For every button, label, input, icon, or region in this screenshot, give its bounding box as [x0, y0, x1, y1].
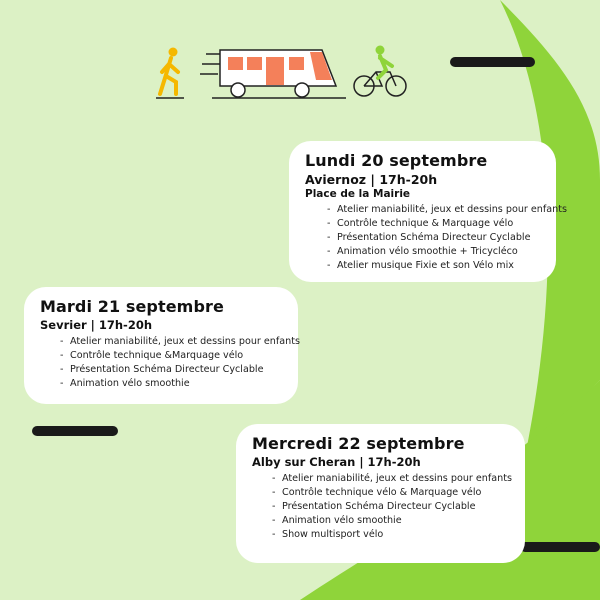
activity-list [252, 472, 512, 542]
activity-item: - Atelier maniabilité, jeux et dessins pour enfants [60, 336, 300, 347]
activity-item: - Contrôle technique & Marquage vélo [327, 218, 514, 229]
activity-item: - Animation vélo smoothie [272, 515, 402, 526]
decorative-dash-middle [32, 426, 118, 436]
event-day-title: Lundi 20 septembre [305, 151, 488, 170]
event-location-time: Sevrier | 17h-20h [40, 318, 153, 332]
activity-item: - Contrôle technique vélo & Marquage vélo [272, 487, 482, 498]
event-card-monday [289, 141, 567, 282]
activity-item: - Présentation Schéma Directeur Cyclable [272, 501, 476, 512]
activity-item: - Animation vélo smoothie [60, 378, 190, 389]
decorative-dash-bottom [520, 542, 600, 552]
event-card-wednesday [236, 424, 525, 563]
activity-item: - Atelier musique Fixie et son Vélo mix [327, 260, 514, 271]
activity-list [40, 335, 300, 391]
event-location-time: Aviernoz | 17h-20h [305, 172, 438, 187]
activity-item: - Show multisport vélo [272, 529, 384, 540]
event-day-title: Mercredi 22 septembre [252, 434, 465, 453]
activity-item: - Animation vélo smoothie + Tricycléco [327, 246, 518, 257]
activity-item: - Atelier maniabilité, jeux et dessins pour enfants [327, 204, 567, 215]
event-venue: Place de la Mairie [305, 188, 411, 200]
pedestrian-icon [156, 48, 184, 99]
activity-item: - Contrôle technique &Marquage vélo [60, 350, 244, 361]
decorative-dash-top [450, 57, 535, 67]
activity-list [305, 203, 567, 273]
cyclist-icon [354, 46, 406, 97]
activity-item: - Atelier maniabilité, jeux et dessins pour enfants [272, 473, 512, 484]
header-icons [150, 42, 420, 104]
activity-item: - Présentation Schéma Directeur Cyclable [327, 232, 531, 243]
bus-icon [200, 50, 346, 98]
activity-item: - Présentation Schéma Directeur Cyclable [60, 364, 264, 375]
event-day-title: Mardi 21 septembre [40, 297, 224, 316]
event-location-time: Alby sur Cheran | 17h-20h [252, 455, 421, 469]
event-card-tuesday [24, 287, 298, 404]
